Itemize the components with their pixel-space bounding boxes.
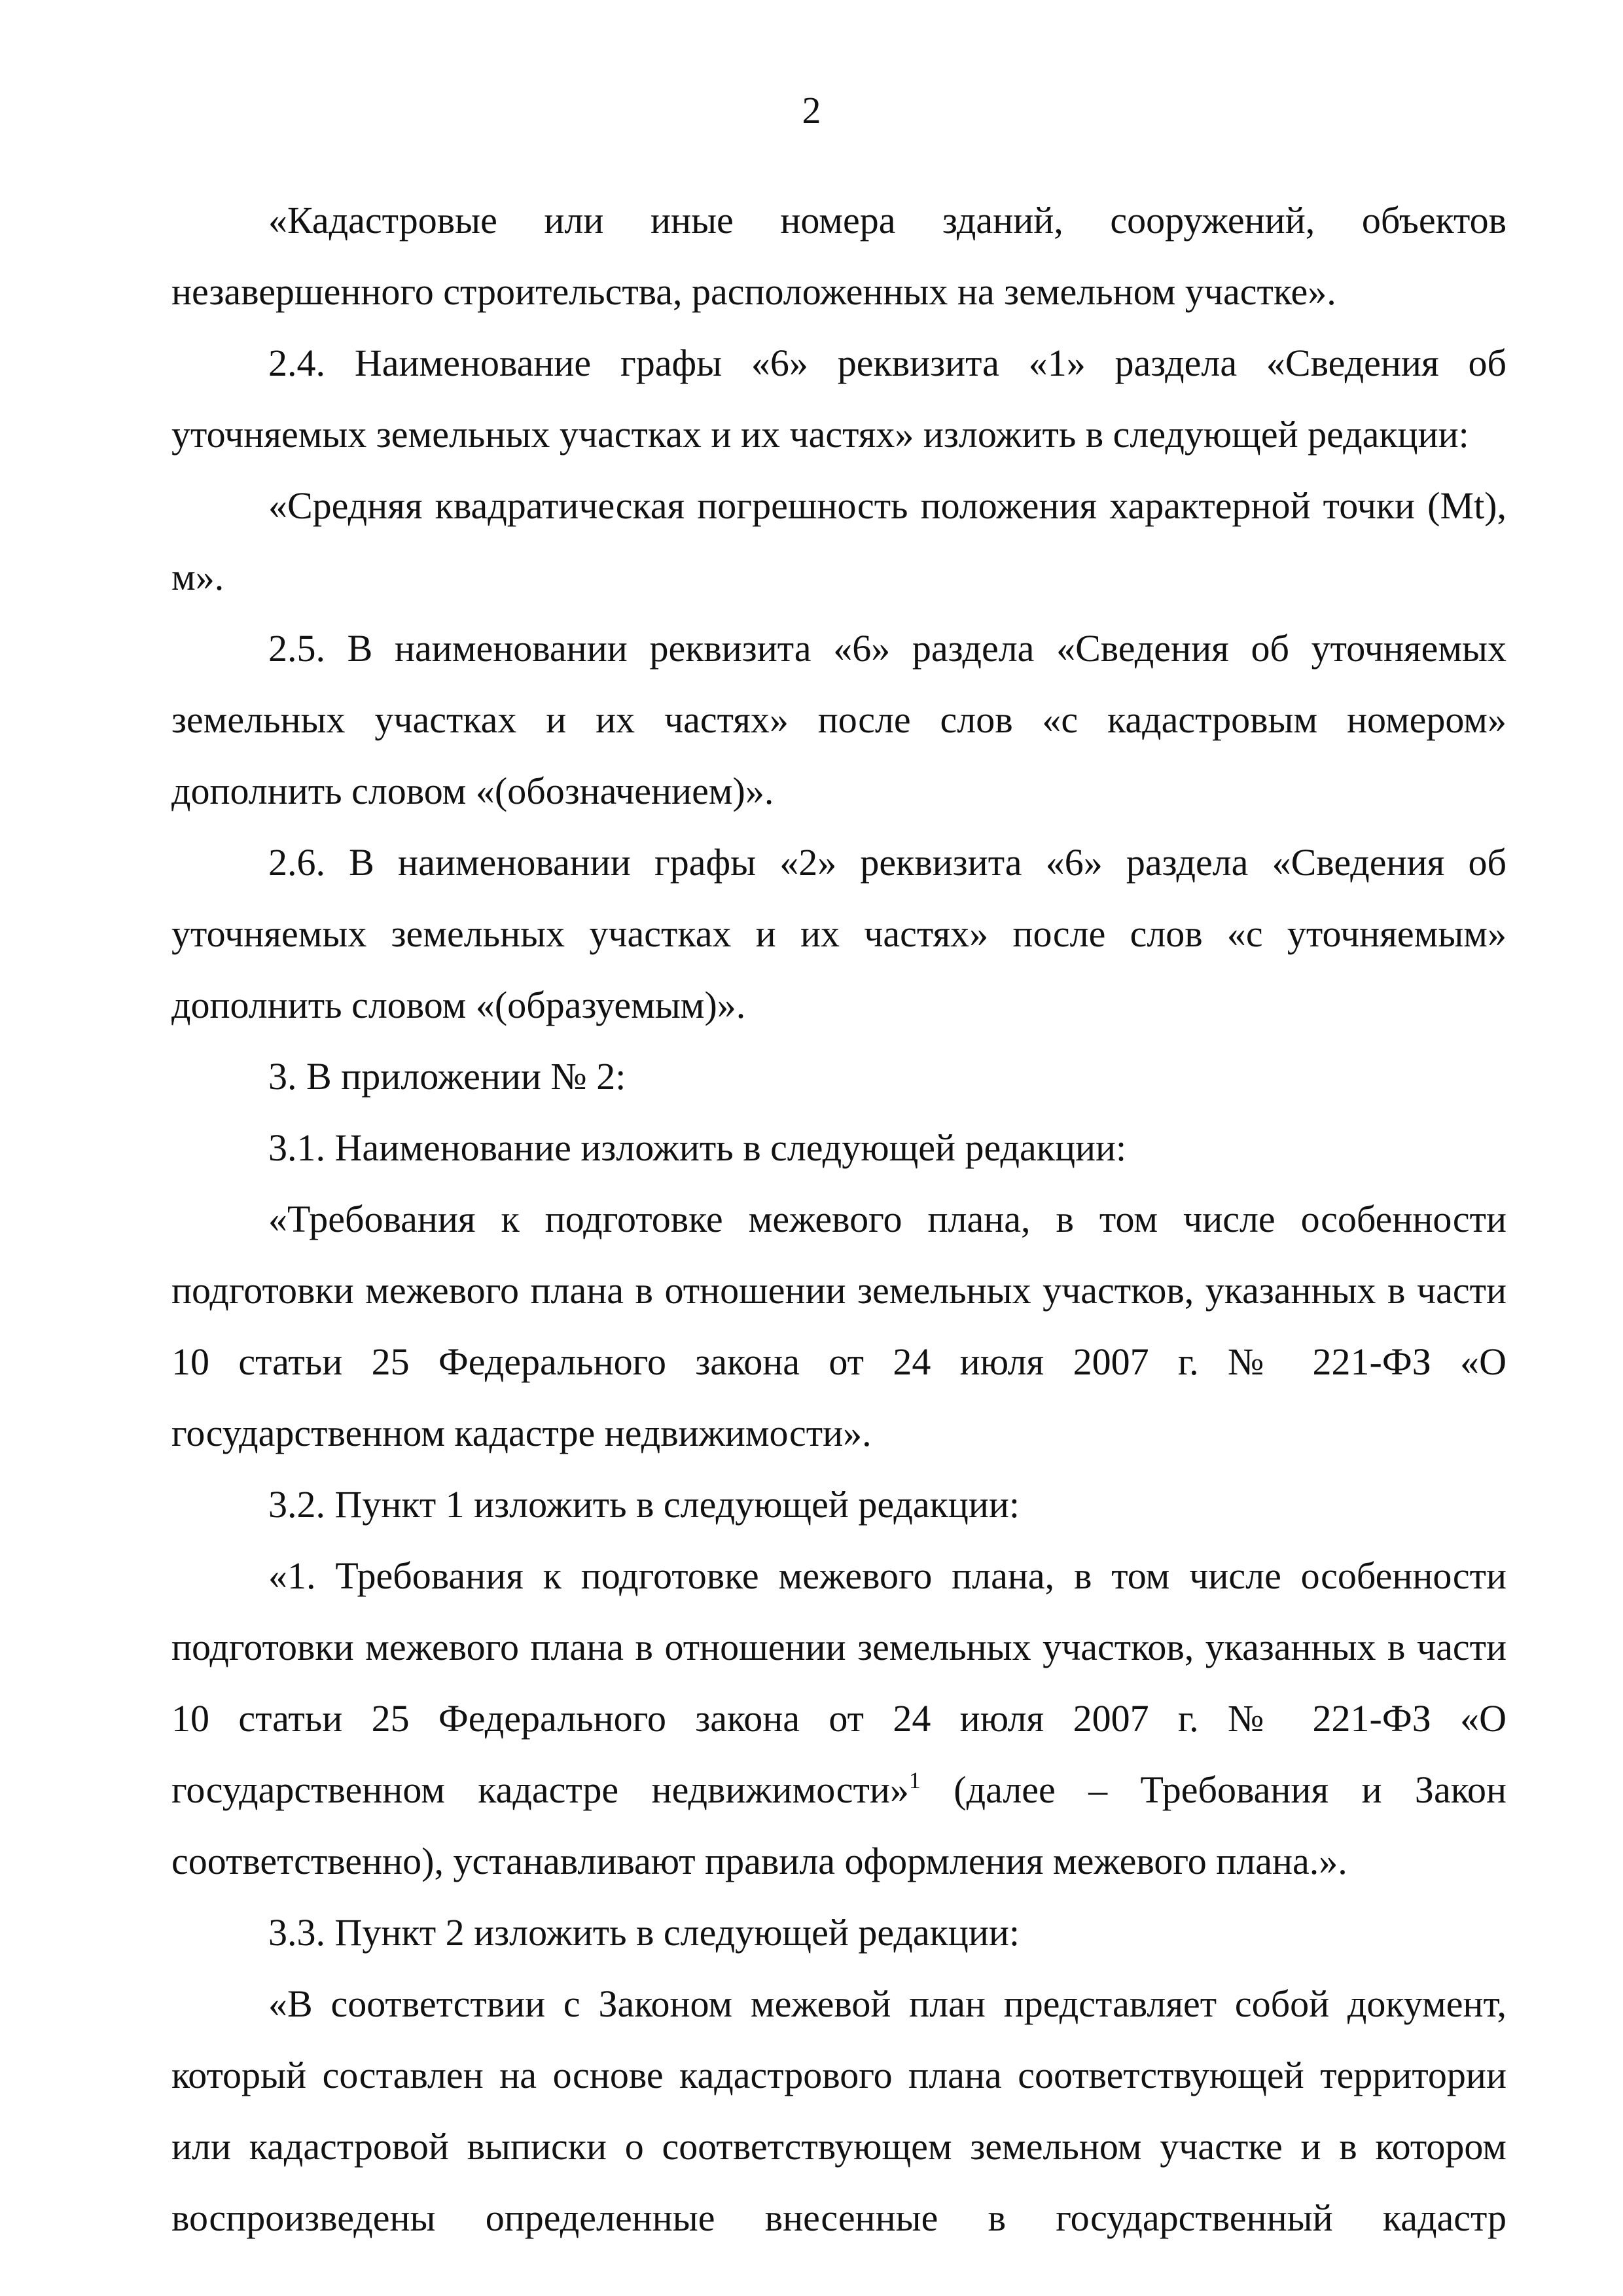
paragraph-3-3: 3.3. Пункт 2 изложить в следующей редакции: xyxy=(268,1911,1020,1954)
paragraph-mean-square-error: «Средняя квадратическая погрешность положения характерной точки (Mt), м». xyxy=(171,484,1507,598)
paragraph-point-1-text xyxy=(171,1540,1507,1897)
paragraph-building-numbers: «Кадастровые или иные номера зданий, сооружений, объектов незавершенного строительства, расположенных на земельном участке». xyxy=(171,199,1507,313)
paragraph-2-6: 2.6. В наименовании графы «2» реквизита «6» раздела «Сведения об уточняемых земельных участках и их частях» после слов «с уточняемым» дополнить словом «(образуемым)». xyxy=(171,841,1507,1026)
paragraph-2-4: 2.4. Наименование графы «6» реквизита «1» раздела «Сведения об уточняемых земельных участках и их частях» изложить в следующей редакции: xyxy=(171,342,1507,456)
point-1-text-after-footnote: (далее – Требования и Закон соответственно), устанавливают правила оформления межевого плана.». xyxy=(171,1768,1507,1882)
point-1-text-before-footnote: «1. Требования к подготовке межевого плана, в том числе особенности подготовки межевого плана в отношении земельных участков, указанных в части 10 статьи 25 Федерального закона от 24 июля 2007 г. № 221-ФЗ «О государственном кадастре недвижимости» xyxy=(171,1554,1507,1811)
paragraph-point-2-text: «В соответствии с Законом межевой план представляет собой документ, который составлен на основе кадастрового плана соответствующей территории или кадастровой выписки о соответствующем земельном участке и в котором воспроизведены определенные внесенные в государственный кадастр xyxy=(171,1982,1507,2239)
document-body xyxy=(171,185,1507,2253)
footnote-mark: 1 xyxy=(908,1767,921,1793)
paragraph-3-2: 3.2. Пункт 1 изложить в следующей редакции: xyxy=(268,1483,1020,1526)
paragraph-requirements-title: «Требования к подготовке межевого плана, в том числе особенности подготовки межевого плана в отношении земельных участков, указанных в части 10 статьи 25 Федерального закона от 24 июля 2007 г. № 221-ФЗ «О государственном кадастре недвижимости». xyxy=(171,1198,1507,1454)
paragraph-2-5: 2.5. В наименовании реквизита «6» раздела «Сведения об уточняемых земельных участках и их частях» после слов «с кадастровым номером» дополнить словом «(обозначением)». xyxy=(171,627,1507,812)
paragraph-3: 3. В приложении № 2: xyxy=(268,1055,626,1098)
paragraph-3-1: 3.1. Наименование изложить в следующей редакции: xyxy=(268,1126,1127,1169)
page-number: 2 xyxy=(802,89,821,132)
